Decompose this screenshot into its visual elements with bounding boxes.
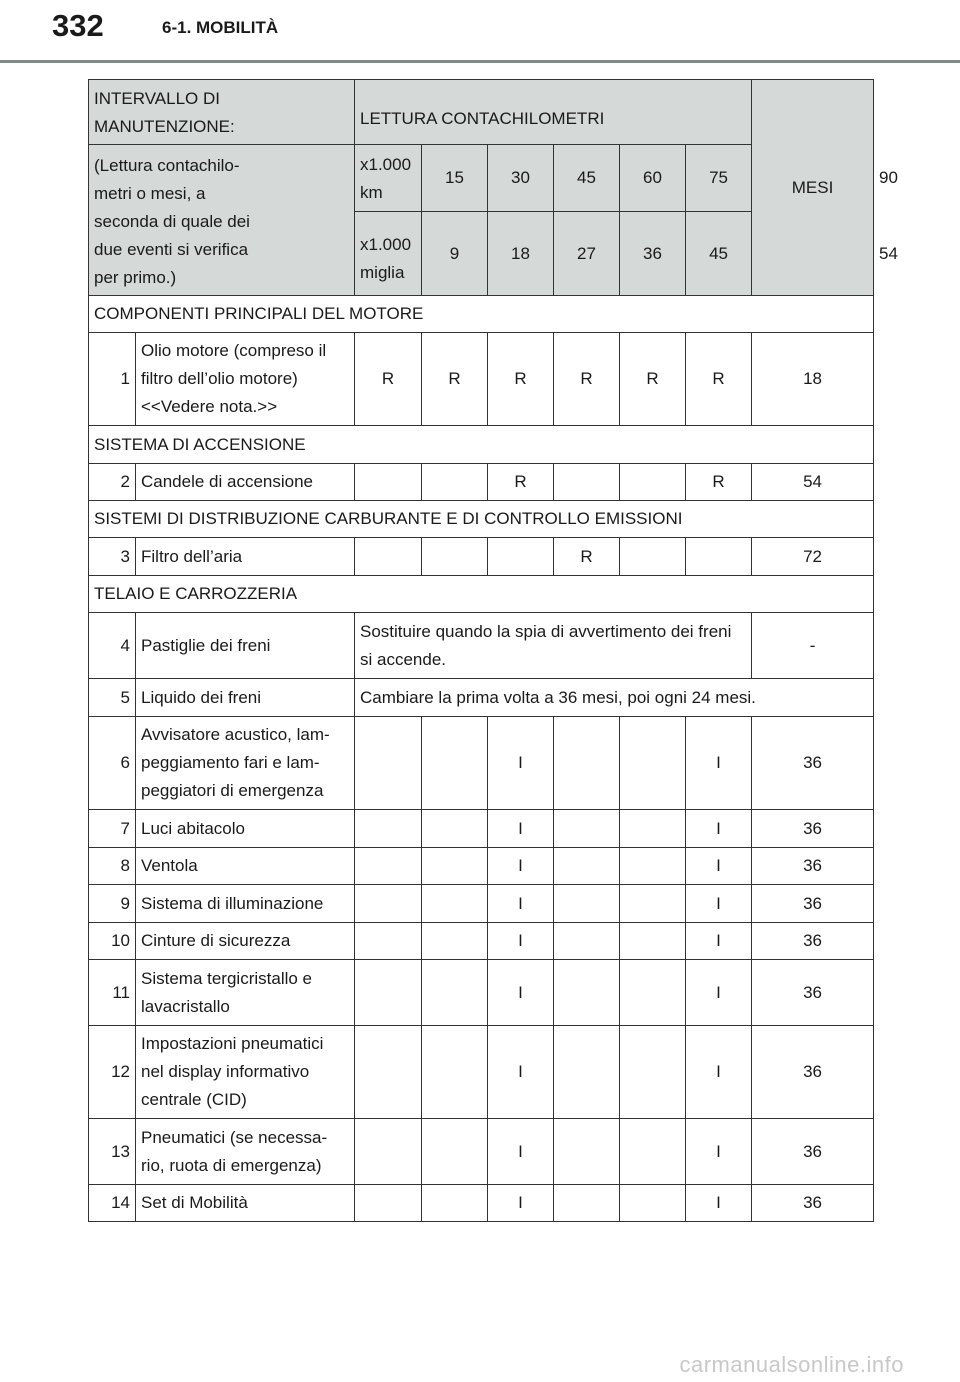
row-value: I [488,1185,554,1222]
row-num: 8 [89,848,136,885]
mi-36: 36 [620,212,686,296]
row-value [422,885,488,923]
row-value: R [488,333,554,426]
table-row [89,885,874,923]
row-value: R [554,538,620,576]
row-value [488,538,554,576]
row-value: I [686,960,752,1026]
row-value [620,848,686,885]
row-note: Sostituire quando la spia di avvertimento dei freni si accende. [355,613,752,679]
row-value: I [686,810,752,848]
row-value [422,464,488,501]
row-num: 9 [89,885,136,923]
row-value [422,538,488,576]
row-months: 36 [752,885,874,923]
table-row [89,464,874,501]
row-value: I [686,717,752,810]
row-value [620,1026,686,1119]
row-value: I [686,1026,752,1119]
row-value [620,923,686,960]
row-value: I [686,923,752,960]
row-value [554,1026,620,1119]
row-value [686,538,752,576]
row-value: I [488,923,554,960]
interval-note-cell [89,145,355,296]
row-value: R [620,333,686,426]
row-value [554,923,620,960]
row-value: I [686,885,752,923]
row-value: I [488,717,554,810]
interval-label-cell [89,80,355,145]
row-item: Ventola [136,848,355,885]
row-value [554,464,620,501]
row-value [554,1185,620,1222]
row-value: I [488,960,554,1026]
row-value: I [488,848,554,885]
row-value: I [686,1119,752,1185]
row-months: 36 [752,810,874,848]
table-row [89,848,874,885]
row-value: R [488,464,554,501]
page-header [0,0,960,63]
section-engine: COMPONENTI PRINCIPALI DEL MOTORE [89,296,874,333]
row-value [620,810,686,848]
row-item: Sistema tergicristallo e lavacristallo [136,960,355,1026]
row-num: 12 [89,1026,136,1119]
table-row [89,717,874,810]
row-value [422,960,488,1026]
row-value: I [488,885,554,923]
row-item: Filtro dell’aria [136,538,355,576]
row-item: Olio motore (compreso il filtro dell’olio motore) <<Vedere nota.>> [136,333,355,426]
row-value [554,885,620,923]
row-value: I [488,810,554,848]
row-value [554,960,620,1026]
row-months: - [752,613,874,679]
row-value: I [488,1119,554,1185]
row-value [355,538,422,576]
row-num: 4 [89,613,136,679]
section-title: 6-1. MOBILITÀ [162,18,279,37]
row-value [620,885,686,923]
row-num: 6 [89,717,136,810]
row-value [355,810,422,848]
row-value [355,885,422,923]
section-fuel: SISTEMI DI DISTRIBUZIONE CARBURANTE E DI CONTROLLO EMISSIONI [89,501,874,538]
table-row [89,960,874,1026]
row-months: 36 [752,1185,874,1222]
row-item: Candele di accensione [136,464,355,501]
row-num: 14 [89,1185,136,1222]
row-value [355,1119,422,1185]
row-months: 54 [752,464,874,501]
row-num: 13 [89,1119,136,1185]
watermark [0,1354,960,1382]
section-ignition: SISTEMA DI ACCENSIONE [89,426,874,464]
row-num: 11 [89,960,136,1026]
months-label: MESI [752,80,874,296]
row-value [620,464,686,501]
row-months: 72 [752,538,874,576]
row-value [355,464,422,501]
row-value: I [686,848,752,885]
table-row [89,613,874,679]
row-value [355,960,422,1026]
row-value [422,1185,488,1222]
mi-45: 45 [686,212,752,296]
row-item: Impostazioni pneumatici nel display informativo centrale (CID) [136,1026,355,1119]
table-row [89,810,874,848]
section-chassis: TELAIO E CARROZZERIA [89,576,874,613]
row-value [620,960,686,1026]
row-value [355,1185,422,1222]
table-row [89,923,874,960]
interval-note: (Lettura contachilo-metri o mesi, a seconda di quale dei due eventi si verifica per primo.) [94,156,250,287]
row-value [355,848,422,885]
row-item: Pastiglie dei freni [136,613,355,679]
mi-18: 18 [488,212,554,296]
row-months: 36 [752,1026,874,1119]
row-value [355,1026,422,1119]
row-months: 36 [752,717,874,810]
row-value [422,1119,488,1185]
interval-label: INTERVALLO DI MANUTENZIONE: [94,89,235,136]
table-row [89,1119,874,1185]
row-value [554,848,620,885]
row-num: 2 [89,464,136,501]
row-value [355,717,422,810]
row-note: Cambiare la prima volta a 36 mesi, poi ogni 24 mesi. [355,679,874,717]
row-num: 10 [89,923,136,960]
table-row [89,1026,874,1119]
row-value [620,1185,686,1222]
row-months: 18 [752,333,874,426]
row-value: R [686,464,752,501]
row-value: I [488,1026,554,1119]
row-value [620,1119,686,1185]
row-months: 36 [752,960,874,1026]
km-unit: x1.000 km [355,145,422,212]
km-75: 75 [686,145,752,212]
row-months: 36 [752,923,874,960]
row-item: Cinture di sicurezza [136,923,355,960]
row-num: 3 [89,538,136,576]
row-value [620,538,686,576]
km-60: 60 [620,145,686,212]
row-item: Pneumatici (se necessa-rio, ruota di emergenza) [136,1119,355,1185]
row-value [554,810,620,848]
row-value: R [422,333,488,426]
row-value: R [686,333,752,426]
table-row [89,679,874,717]
watermark-text: carmanualsonline.info [679,1352,904,1377]
row-value [422,810,488,848]
maintenance-table: INTERVALLO DI MANUTENZIONE: LETTURA CONTACHILOMETRI MESI (Lettura contachilo-metri o mesi, a seconda di quale dei due eventi si verifica per primo.) x1.000 km 15 30 45 60 75 90 x1.000 miglia 9 18 27 36 45 54 COMPONENTI PRINCIPALI DEL MOTORE 1 Olio motore (compreso il filtro dell’olio motore) <<Vedere nota.>> R R R R R R 18 SISTEMA DI ACCENSIONE 2 Candele di accensione R R 54 SISTEMI DI DISTRIBUZIONE CARBURANTE E DI CONTROLLO EMISSIONI 3 Filtro dell’aria R 72 TELAIO E CARROZZERIA 4 Pastiglie dei freni Sostituire quando la spia di avvertimento dei freni si accende. - 5 Liquido dei freni Cambiare la prima volta a 36 mesi, poi ogni 24 mesi. 6 Avvisatore acustico, lam-peggiamento fari e lam-peggiatori di emergenza I I 36 7 Luci abitacolo I I 36 8 Ventola I I 36 9 Sistema di illuminazione I I 36 10 Cinture di sicurezza I I 36 11 Sistema tergicristallo e lavacristallo I I 36 12 Impostazioni pneumatici nel display informativo centrale (CID) I I 36 13 Pneumatici (se necessa-rio, ruota di emergenza) I I 36 14 Set di Mobilità I I 36 [88,79,874,1222]
row-num: 5 [89,679,136,717]
row-value [554,1119,620,1185]
page-number: 332 [52,8,104,43]
miles-unit: x1.000 miglia [355,212,422,296]
row-num: 1 [89,333,136,426]
row-value [422,717,488,810]
row-value [355,923,422,960]
row-item: Liquido dei freni [136,679,355,717]
km-45: 45 [554,145,620,212]
row-months: 36 [752,1119,874,1185]
row-value: R [554,333,620,426]
table-row [89,538,874,576]
row-item: Avvisatore acustico, lam-peggiamento fari e lam-peggiatori di emergenza [136,717,355,810]
row-value [554,717,620,810]
row-value [422,1026,488,1119]
row-months: 36 [752,848,874,885]
row-value [620,717,686,810]
row-value [422,848,488,885]
row-item: Sistema di illuminazione [136,885,355,923]
row-value [422,923,488,960]
row-item: Set di Mobilità [136,1185,355,1222]
mi-27: 27 [554,212,620,296]
table-row [89,333,874,426]
row-num: 7 [89,810,136,848]
row-value: I [686,1185,752,1222]
row-item: Luci abitacolo [136,810,355,848]
km-30: 30 [488,145,554,212]
table-row [89,1185,874,1222]
odometer-label: LETTURA CONTACHILOMETRI [355,80,752,145]
mi-9: 9 [422,212,488,296]
km-15: 15 [422,145,488,212]
row-value: R [355,333,422,426]
